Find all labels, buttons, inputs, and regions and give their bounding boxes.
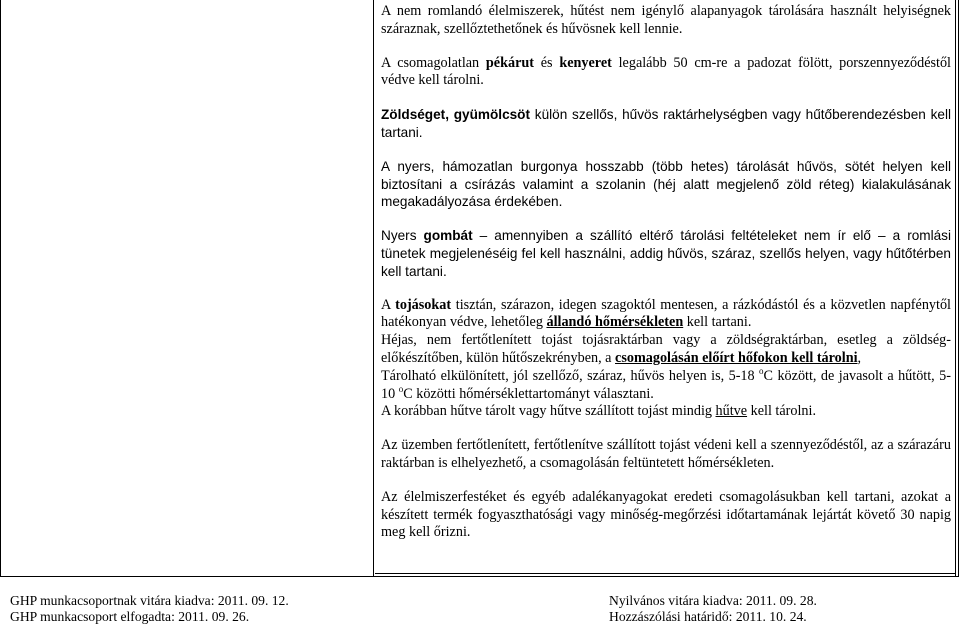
paragraph-egg-temperature: Tárolható elkülönített, jól szellőző, száraz, hűvös helyen is, 5-18 $^o$C között, de javasolt a hűtött, 5-10 $^o$C közötti hőmérséklettartományt választani. [381,365,951,402]
table-border-right-inner [955,0,956,577]
footer-comment-deadline: Hozzászólási határidő: 2011. 10. 24. [609,609,807,624]
paragraph-mushroom: Nyers gombát – amennyiben a szállító eltérő tárolási feltételeket nem ír elő – a romlási tünetek megjelenéséig fel kell használni, addig hűvös, száraz, szellős helyen, vagy hűtőtérben kell tartani. [381,228,951,279]
paragraph-vegetables: Zöldséget, gyümölcsöt külön szellős, hűvös raktárhelységben vagy hűtőberendezésben kell tartani. [381,107,951,140]
footer-accepted-date: GHP munkacsoport elfogadta: 2011. 09. 26. [10,609,250,624]
paragraph-bakery: A csomagolatlan pékárut és kenyeret legalább 50 cm-re a padozat fölött, porszennyeződéstől védve kell tárolni. [381,54,951,89]
table-border-right [958,0,959,577]
paragraph-raw-eggs: Héjas, nem fertőtlenített tojást tojásraktárban vagy a zöldségraktárban, esetleg a zöldség-előkészítőben, külön hűtőszekrényben, a csomagolásán előírt hőfokon kell tárolni, [381,332,951,366]
footer-public-discussion-date: Nyilvános vitára kiadva: 2011. 09. 28. [609,593,817,608]
table-border-bottom-inner [375,573,956,574]
paragraph-eggs: A tojásokat tisztán, szárazon, idegen szagoktól mentesen, a rázkódástól és a közvetlen napfénytől hatékonyan védve, lehetőleg állandó hőmérsékleten kell tartani. [381,296,951,331]
paragraph-nonperishable: A nem romlandó élelmiszerek, hűtést nem igénylő alapanyagok tárolására használt helyiségnek száraznak, szellőztethetőnek és hűvösnek kell lennie. [381,3,951,37]
text-cell [381,3,951,558]
footer-discussion-date: GHP munkacsoportnak vitára kiadva: 2011. 09. 12. [10,593,289,608]
paragraph-potato: A nyers, hámozatlan burgonya hosszabb (több hetes) tárolását hűvös, sötét helyen kell biztosítani a csírázás valamint a szolanin (héj alatt megjelenő zöld réteg) kialakulásának megakadályozása érdekében. [381,158,951,210]
paragraph-disinfected-eggs: Az üzemben fertőtlenített, fertőtlenítve szállított tojást védeni kell a szennyeződéstől, az a szárazáru raktárban is elhelyezhető, a csomagolásán feltüntetett hőmérsékleten. [381,437,951,471]
left-column-empty [0,0,375,577]
paragraph-food-coloring: Az élelmiszerfestéket és egyéb adalékanyagokat eredeti csomagolásukban kell tartani, azokat a készített termék fogyaszthatósági vagy minőség-megőrzési időtartamának lejártát követő 30 napig meg kell őrizni. [381,488,951,541]
paragraph-chilled-eggs: A korábban hűtve tárolt vagy hűtve szállított tojást mindig hűtve kell tárolni. [381,403,817,420]
